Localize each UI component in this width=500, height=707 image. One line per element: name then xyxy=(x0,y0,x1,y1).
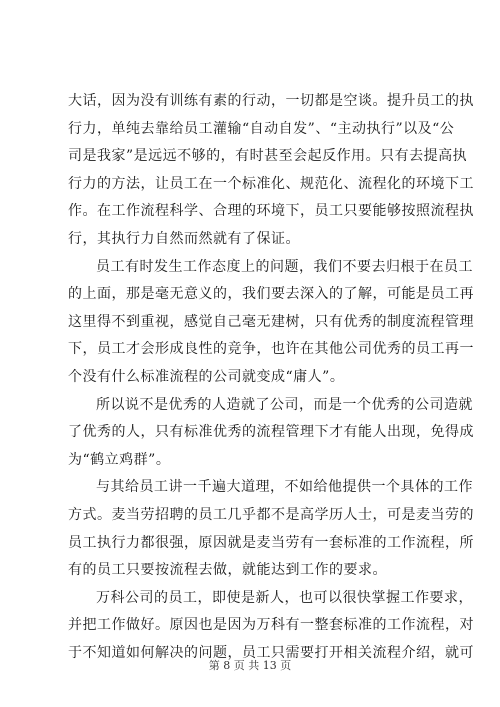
text-line: 于不知道如何解决的问题，员工只需要打开相关流程介绍，就可 xyxy=(68,644,474,661)
text-line: 行力的方法，让员工在一个标准化、规范化、流程化的环境下工 xyxy=(68,175,474,192)
paragraph-first-line: 所以说不是优秀的人造就了公司，而是一个优秀的公司造就 xyxy=(96,396,473,413)
text-line: 下，员工才会形成良性的竞争，也许在其他公司优秀的员工再一 xyxy=(68,341,474,358)
text-line: 行，其执行力自然而然就有了保证。 xyxy=(68,230,300,247)
text-line: 为“鹤立鸡群”。 xyxy=(68,451,171,468)
text-line: 个没有什么标准流程的公司就变成“庸人”。 xyxy=(68,368,345,385)
text-line: 这里得不到重视，感觉自己毫无建树，只有优秀的制度流程管理 xyxy=(68,313,474,330)
text-line: 有的员工只要按流程去做，就能达到工作的要求。 xyxy=(68,562,387,579)
text-line: 并把工作做好。原因也是因为万科有一整套标准的工作流程，对 xyxy=(68,617,474,634)
text-line: 的上面，那是毫无意义的，我们要去深入的了解，可能是员工再 xyxy=(68,286,474,303)
paragraph-first-line: 员工有时发生工作态度上的问题，我们不要去归根于在员工 xyxy=(96,258,473,275)
text-line: 方式。麦当劳招聘的员工几乎都不是高学历人士，可是麦当劳的 xyxy=(68,506,474,523)
page-number-footer: 第 8 页 共 13 页 xyxy=(208,659,292,672)
text-line: 作。在工作流程科学、合理的环境下，员工只要能够按照流程执 xyxy=(68,203,474,220)
text-line: 了优秀的人，只有标准优秀的流程管理下才有能人出现，免得成 xyxy=(68,424,474,441)
text-line: 司是我家”是远远不够的，有时甚至会起反作用。只有去提高执 xyxy=(68,148,468,165)
text-line: 行力，单纯去靠给员工灌输“自动自发”、“主动执行”以及“公 xyxy=(68,120,455,137)
paragraph-first-line: 与其给员工讲一千遍大道理，不如给他提供一个具体的工作 xyxy=(96,479,473,496)
text-line: 员工执行力都很强，原因就是麦当劳有一套标准的工作流程，所 xyxy=(68,534,474,551)
paragraph-first-line: 万科公司的员工，即使是新人，也可以很快掌握工作要求， xyxy=(96,589,473,606)
text-line: 大话，因为没有训练有素的行动，一切都是空谈。提升员工的执 xyxy=(68,93,474,109)
document-body xyxy=(68,88,474,667)
